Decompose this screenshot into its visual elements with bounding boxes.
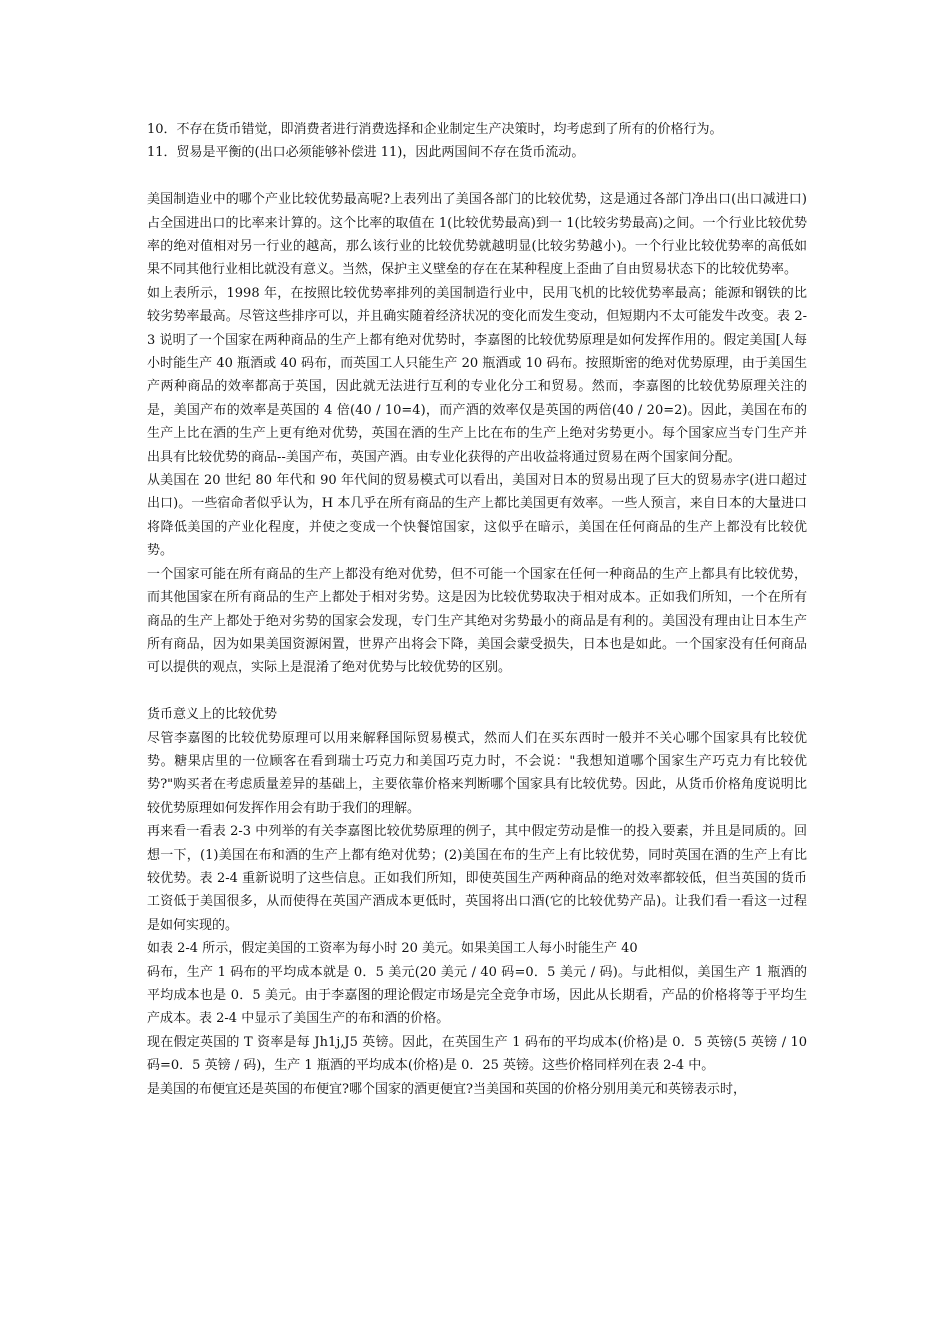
paragraph-us-average-cost: 码布，生产 1 码布的平均成本就是 0．5 美元(20 美元 / 40 码=0．5 美元 / 码)。与此相似，美国生产 1 瓶酒的平均成本也是 0．5 美元。由于李嘉图的理论假定市场是完全竞争市场，因此从长期看，产品的价格将等于平均生产成本。表 2-4 中显示了美国生产的布和酒的价格。 [147, 964, 807, 1027]
paragraph-spacer [147, 165, 807, 188]
paragraph-item-11: 11．贸易是平衡的(出口必须能够补偿进 11)，因此两国间不存在货币流动。 [147, 145, 585, 161]
paragraph-item-10: 10．不存在货币错觉，即消费者进行消费选择和企业制定生产决策时，均考虑到了所有的价格行为。 [147, 122, 723, 137]
paragraph-table-2-3-review: 再来看一看表 2-3 中列举的有关李嘉图比较优势原理的例子，其中假定劳动是惟一的投入要素，并且是同质的。回想一下，(1)美国在布和酒的生产上都有绝对优势；(2)美国在布的生产上有比较优势，同时英国在酒的生产上有比较优势。表 2-4 重新说明了这些信息。正如我们所知，即使英国生产两种商品的绝对效率都较低，但当英国的货币工资低于美国很多，从而使得在英国产酒成本更低时，英国将出口酒(它的比较优势产品)。让我们看一看这一过程是如何实现的。 [147, 824, 807, 933]
document-page [147, 118, 807, 1101]
paragraph-us-japan-trade: 从美国在 20 世纪 80 年代和 90 年代间的贸易模式可以看出，美国对日本的贸易出现了巨大的贸易赤字(进口超过出口)。一些宿命者似乎认为，H 本几乎在所有商品的生产上都比美国更有效率。一些人预言，来自日本的大量进口将降低美国的产业化程度，并使之变成一个快餐馆国家，这似乎在暗示，美国在任何商品的生产上都没有比较优势。 [147, 473, 807, 559]
paragraph-us-wage-rate: 如表 2-4 所示，假定美国的工资率为每小时 20 美元。如果美国工人每小时能生产 40 [147, 941, 638, 957]
paragraph-comparative-advantage-ratio: 美国制造业中的哪个产业比较优势最高呢?上表列出了美国各部门的比较优势，这是通过各部门净出口(出口减进口)占全国进出口的比率来计算的。这个比率的取值在 1(比较优势最高)到一 1(比较劣势最高)之间。一个行业比较优势率的绝对值相对另一行业的越高，那么该行业的比较优势就越明显(比较劣势越小)。一个行业比较优势率的高低如果不同其他行业相比就没有意义。当然，保护主义壁垒的存在在某种程度上歪曲了自由贸易状态下的比较优势率。 [147, 192, 807, 278]
paragraph-price-comparison: 是美国的布便宜还是英国的布便宜?哪个国家的酒更便宜?当美国和英国的价格分别用美元和英镑表示时， [147, 1081, 746, 1097]
paragraph-uk-wage-rate: 现在假定英国的 T 资率是每 Jh1j,J5 英镑。因此，在英国生产 1 码布的平均成本(价格)是 0．5 英镑(5 英镑 / 10 码=0．5 英镑 / 码)，生产 1 瓶酒的平均成本(价格)是 0．25 英镑。这些价格同样列在表 2-4 中。 [147, 1034, 807, 1074]
paragraph-relative-cost: 一个国家可能在所有商品的生产上都没有绝对优势，但不可能一个国家在任何一种商品的生产上都具有比较优势，而其他国家在所有商品的生产上都处于相对劣势。这是因为比较优势取决于相对成本。正如我们所知，一个在所有商品的生产上都处于绝对劣势的国家会发现，专门生产其绝对劣势最小的商品是有利的。美国没有理由让日本生产所有商品，因为如果美国资源闲置，世界产出将会下降，美国会蒙受损失，日本也是如此。一个国家没有任何商品可以提供的观点，实际上是混淆了绝对优势与比较优势的区别。 [147, 566, 807, 676]
section-heading: 货币意义上的比较优势 [147, 707, 278, 723]
paragraph-money-prices: 尽管李嘉图的比较优势原理可以用来解释国际贸易模式，然而人们在买东西时一般并不关心哪个国家具有比较优势。糖果店里的一位顾客在看到瑞士巧克力和美国巧克力时，不会说："我想知道哪个国家生产巧克力有比较优势?"购买者在考虑质量差异的基础上，主要依靠价格来判断哪个国家具有比较优势。因此，从货币价格角度说明比较优势原理如何发挥作用会有助于我们的理解。 [147, 730, 807, 816]
paragraph-ricardo-example: 如上表所示，1998 年，在按照比较优势率排列的美国制造行业中，民用飞机的比较优势率最高；能源和钢铁的比较劣势率最高。尽管这些排序可以，并且确实随着经济状况的变化而发生变动，但短期内不太可能发牛改变。表 2-3 说明了一个国家在两种商品的生产上都有绝对优势时，李嘉图的比较优势原理是如何发挥作用的。假定美国[人每小时能生产 40 瓶酒或 40 码布，而英国工人只能生产 20 瓶酒或 10 码布。按照斯密的绝对优势原理，由于美国生产两种商品的效率都高于英国，因此就无法进行互利的专业化分工和贸易。然而，李嘉图的比较优势原理关注的是，美国产布的效率是英国的 4 倍(40 / 10=4)，而产酒的效率仅是英国的两倍(40 / 20=2)。因此，美国在布的生产上比在酒的生产上更有绝对优势，英国在酒的生产上比在布的生产上绝对劣势更小。每个国家应当专门生产并出具有比较优势的商品--美国产布，英国产酒。由专业化获得的产出收益将通过贸易在两个国家间分配。 [147, 285, 807, 465]
paragraph-spacer [147, 680, 807, 703]
